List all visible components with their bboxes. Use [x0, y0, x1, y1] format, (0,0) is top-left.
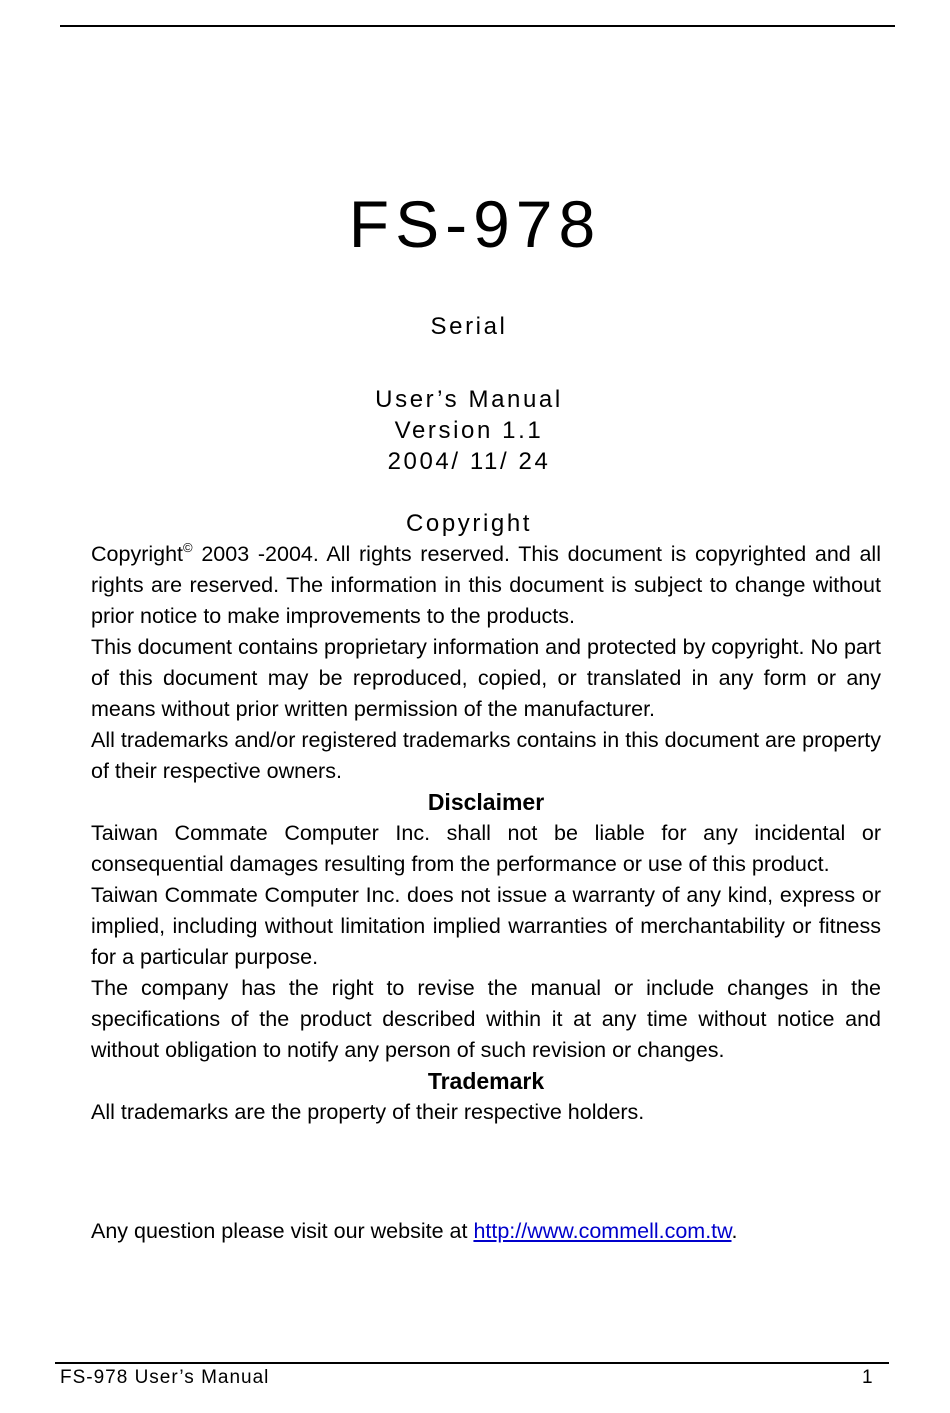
footer-title: FS-978 User’s Manual	[60, 1367, 270, 1388]
copyright-paragraph-1-text: 2003 -2004. All rights reserved. This document is copyrighted and all rights are reserved. The information in this document is subject to change without prior notice to make improvements to the products.	[91, 542, 881, 628]
product-title: FS-978	[348, 187, 602, 261]
document-body	[91, 539, 881, 1128]
manual-label: User’s Manual	[375, 386, 563, 413]
copyright-paragraph-3: All trademarks and/or registered trademarks contains in this document are property of their respective owners.	[91, 728, 881, 783]
footer-rule	[55, 1362, 889, 1364]
page-number: 1	[862, 1367, 873, 1388]
copyright-symbol: ©	[183, 540, 193, 555]
disclaimer-paragraph-1: Taiwan Commate Computer Inc. shall not be liable for any incidental or consequential damages resulting from the performance or use of this product.	[91, 821, 881, 876]
disclaimer-paragraph-3: The company has the right to revise the manual or include changes in the specifications of the product described within it at any time without notice and without obligation to notify any person of such revision or changes.	[91, 976, 881, 1062]
contact-suffix: .	[731, 1219, 738, 1243]
copyright-paragraph-2: This document contains proprietary information and protected by copyright. No part of this document may be reproduced, copied, or translated in any form or any means without prior written permission of the manufacturer.	[91, 635, 881, 721]
version-label: Version 1.1	[394, 417, 544, 444]
contact-line	[91, 1216, 738, 1247]
disclaimer-heading: Disclaimer	[427, 789, 545, 815]
copyright-paragraph-1	[91, 539, 881, 632]
copyright-word: Copyright	[91, 542, 184, 566]
manual-info	[0, 384, 938, 477]
product-subtitle: Serial	[430, 313, 508, 340]
header-rule	[60, 25, 895, 27]
disclaimer-paragraph-2: Taiwan Commate Computer Inc. does not issue a warranty of any kind, express or implied, including without limitation implied warranties of merchantability or fitness for a particular purpose.	[91, 883, 881, 969]
copyright-heading: Copyright	[405, 510, 533, 537]
trademark-paragraph: All trademarks are the property of their respective holders.	[91, 1100, 645, 1124]
contact-prefix: Any question please visit our website at	[91, 1219, 474, 1243]
website-link[interactable]: http://www.commell.com.tw	[473, 1219, 732, 1243]
trademark-heading: Trademark	[427, 1068, 545, 1094]
date-label: 2004/ 11/ 24	[387, 448, 551, 475]
